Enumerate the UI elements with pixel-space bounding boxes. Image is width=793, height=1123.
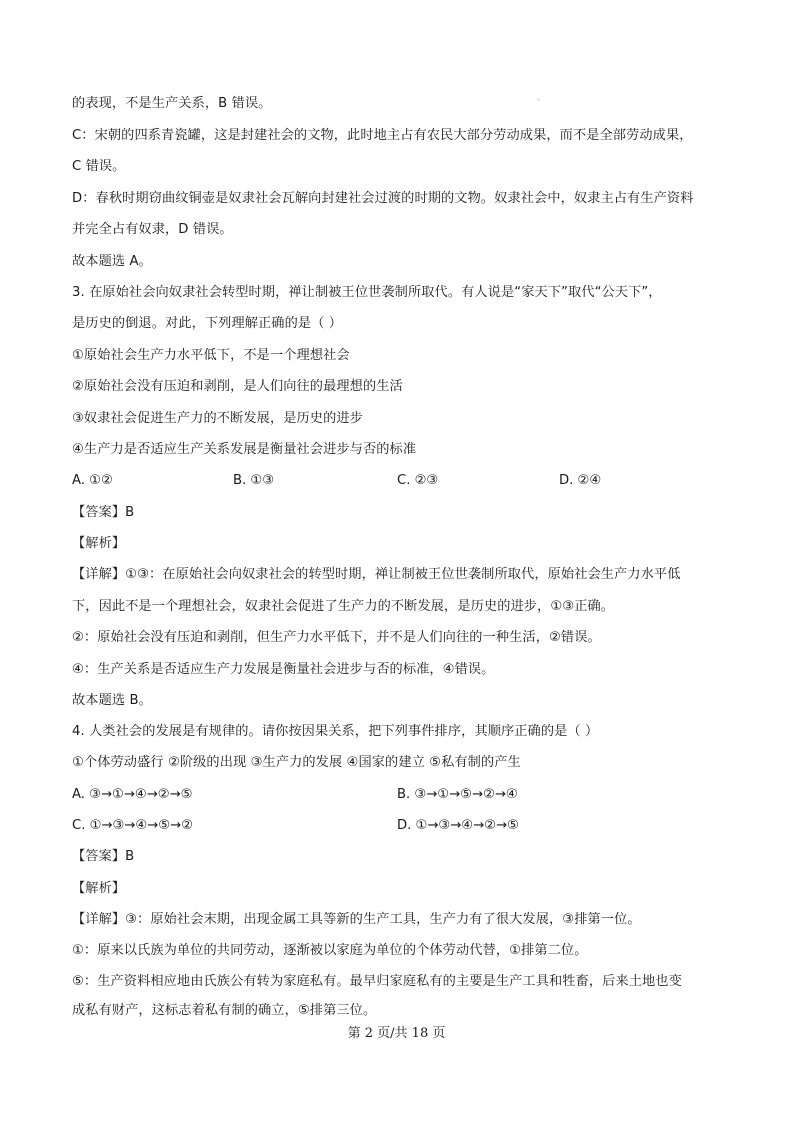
question-3-option-a: A. ①②	[72, 473, 113, 488]
question-4-detail: 成私有财产，这标志着私有制的确立，⑤排第三位。	[72, 1003, 377, 1018]
question-4-detail: ①：原来以氏族为单位的共同劳动，逐渐被以家庭为单位的个体劳动代替，①排第二位。	[72, 943, 588, 958]
question-3-stem: 是历史的倒退。对此，下列理解正确的是（ ）	[72, 316, 343, 331]
page-footer: 第 2 页/共 18 页	[347, 1026, 446, 1041]
text-line: D：春秋时期窃曲纹铜壶是奴隶社会瓦解向封建社会过渡的时期的文物。奴隶社会中，奴隶主占有生产资料	[72, 191, 694, 206]
question-3-option-c: C. ②③	[397, 473, 439, 488]
question-3-detail: ②：原始社会没有压迫和剥削，但生产力水平低下，并不是人们向往的一种生活，②错误。	[72, 630, 601, 645]
question-3-detail: 下，因此不是一个理想社会，奴隶社会促进了生产力的不断发展，是历史的进步，①③正确。	[72, 599, 615, 614]
question-4-answer: 【答案】B	[72, 849, 135, 864]
question-4-items: ①个体劳动盛行 ②阶级的出现 ③生产力的发展 ④国家的建立 ⑤私有制的产生	[72, 755, 521, 770]
question-4-option-d: D. ①→③→④→②→⑤	[397, 818, 519, 833]
text-line: 并完全占有奴隶，D 错误。	[72, 222, 233, 237]
text-line: 的表现，不是生产关系，B 错误。	[72, 96, 272, 111]
question-4-option-a: A. ③→①→④→②→⑤	[72, 787, 193, 802]
question-4-detail: ⑤：生产资料相应地由氏族公有转为家庭私有。最早归家庭私有的主要是生产工具和牲畜，后来土地也变	[72, 974, 682, 989]
question-4-option-b: B. ③→①→⑤→②→④	[397, 787, 518, 802]
text-line: 故本题选 A。	[72, 254, 152, 269]
question-4-detail: 【详解】③：原始社会末期，出现金属工具等新的生产工具，生产力有了很大发展，③排第一位。	[72, 912, 641, 927]
text-line: C 错误。	[72, 159, 126, 174]
question-3-analysis-label: 【解析】	[72, 536, 126, 551]
question-3-stem: 3. 在原始社会向奴隶社会转型时期，禅让制被王位世袭制所取代。有人说是“家天下”取代“公天下”，	[72, 285, 662, 300]
question-4-option-c: C. ①→③→④→⑤→②	[72, 818, 193, 833]
question-4-analysis-label: 【解析】	[72, 881, 126, 896]
question-3-answer: 【答案】B	[72, 505, 135, 520]
question-4-stem: 4. 人类社会的发展是有规律的。请你按因果关系，把下列事件排序，其顺序正确的是（ ）	[72, 724, 599, 739]
question-3-option-d: D. ②④	[559, 473, 602, 488]
question-3-detail: ④：生产关系是否适应生产力发展是衡量社会进步与否的标准，④错误。	[72, 662, 495, 677]
question-3-item: ③奴隶社会促进生产力的不断发展，是历史的进步	[72, 411, 363, 426]
question-3-option-b: B. ①③	[233, 473, 275, 488]
question-3-item: ②原始社会没有压迫和剥削，是人们向往的最理想的生活	[72, 379, 403, 394]
question-3-detail: 故本题选 B。	[72, 693, 152, 708]
question-3-item: ④生产力是否适应生产关系发展是衡量社会进步与否的标准	[72, 442, 417, 457]
text-line: C：宋朝的四系青瓷罐，这是封建社会的文物，此时地主占有农民大部分劳动成果，而不是全部劳动成果，	[72, 128, 693, 143]
question-3-item: ①原始社会生产力水平低下，不是一个理想社会	[72, 348, 350, 363]
question-3-detail: 【详解】①③：在原始社会向奴隶社会的转型时期，禅让制被王位世袭制所取代，原始社会生产力水平低	[72, 567, 681, 582]
